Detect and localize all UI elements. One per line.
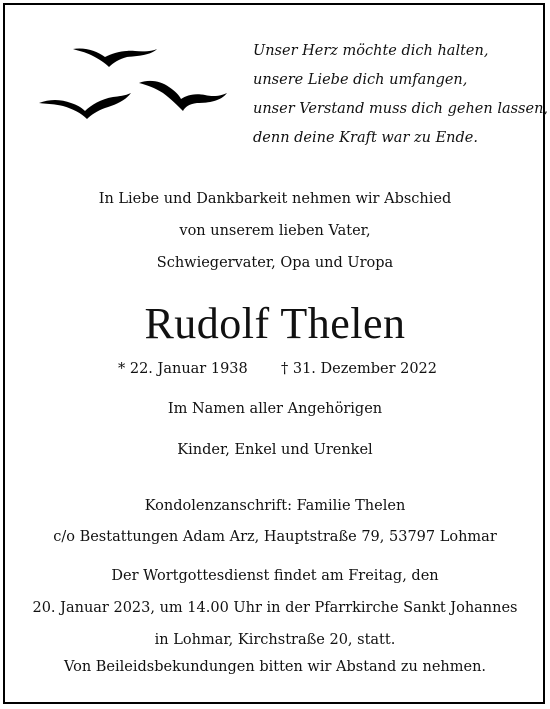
- intro-line: von unserem lieben Vater,: [179, 223, 371, 239]
- bird-top: [73, 48, 157, 67]
- farewell-intro: [0, 183, 550, 279]
- intro-line: Schwiegervater, Opa und Uropa: [156, 255, 394, 271]
- condolence-address: [0, 491, 550, 553]
- address-line: c/o Bestattungen Adam Arz, Hauptstraße 79, 53797 Lohmar: [53, 529, 497, 545]
- service-line: Der Wortgottesdienst findet am Freitag, den: [111, 568, 439, 584]
- service-line: 20. Januar 2023, um 14.00 Uhr in der Pfarrkirche Sankt Johannes: [32, 600, 518, 616]
- poem-line: unser Verstand muss dich gehen lassen,: [253, 101, 549, 117]
- poem-line: denn deine Kraft war zu Ende.: [253, 130, 478, 146]
- poem: [253, 37, 549, 153]
- poem-line: Unser Herz möchte dich halten,: [253, 43, 489, 59]
- on-behalf-line: Im Namen aller Angehörigen: [167, 401, 383, 417]
- flying-birds-icon: [35, 41, 235, 121]
- address-line: Kondolenzanschrift: Familie Thelen: [144, 498, 406, 514]
- bird-right: [139, 81, 227, 111]
- condolence-request: Von Beileidsbekundungen bitten wir Abstand zu nehmen.: [63, 659, 487, 675]
- death-date: † 31. Dezember 2022: [281, 361, 438, 377]
- intro-line: In Liebe und Dankbarkeit nehmen wir Abschied: [98, 191, 452, 207]
- bird-left: [39, 93, 131, 119]
- deceased-name: Rudolf Thelen: [144, 299, 406, 348]
- poem-line: unsere Liebe dich umfangen,: [253, 72, 468, 88]
- service-line: in Lohmar, Kirchstraße 20, statt.: [154, 632, 396, 648]
- service-notice: [0, 560, 550, 656]
- birth-date: * 22. Januar 1938: [118, 361, 248, 377]
- family-line: Kinder, Enkel und Urenkel: [177, 442, 373, 458]
